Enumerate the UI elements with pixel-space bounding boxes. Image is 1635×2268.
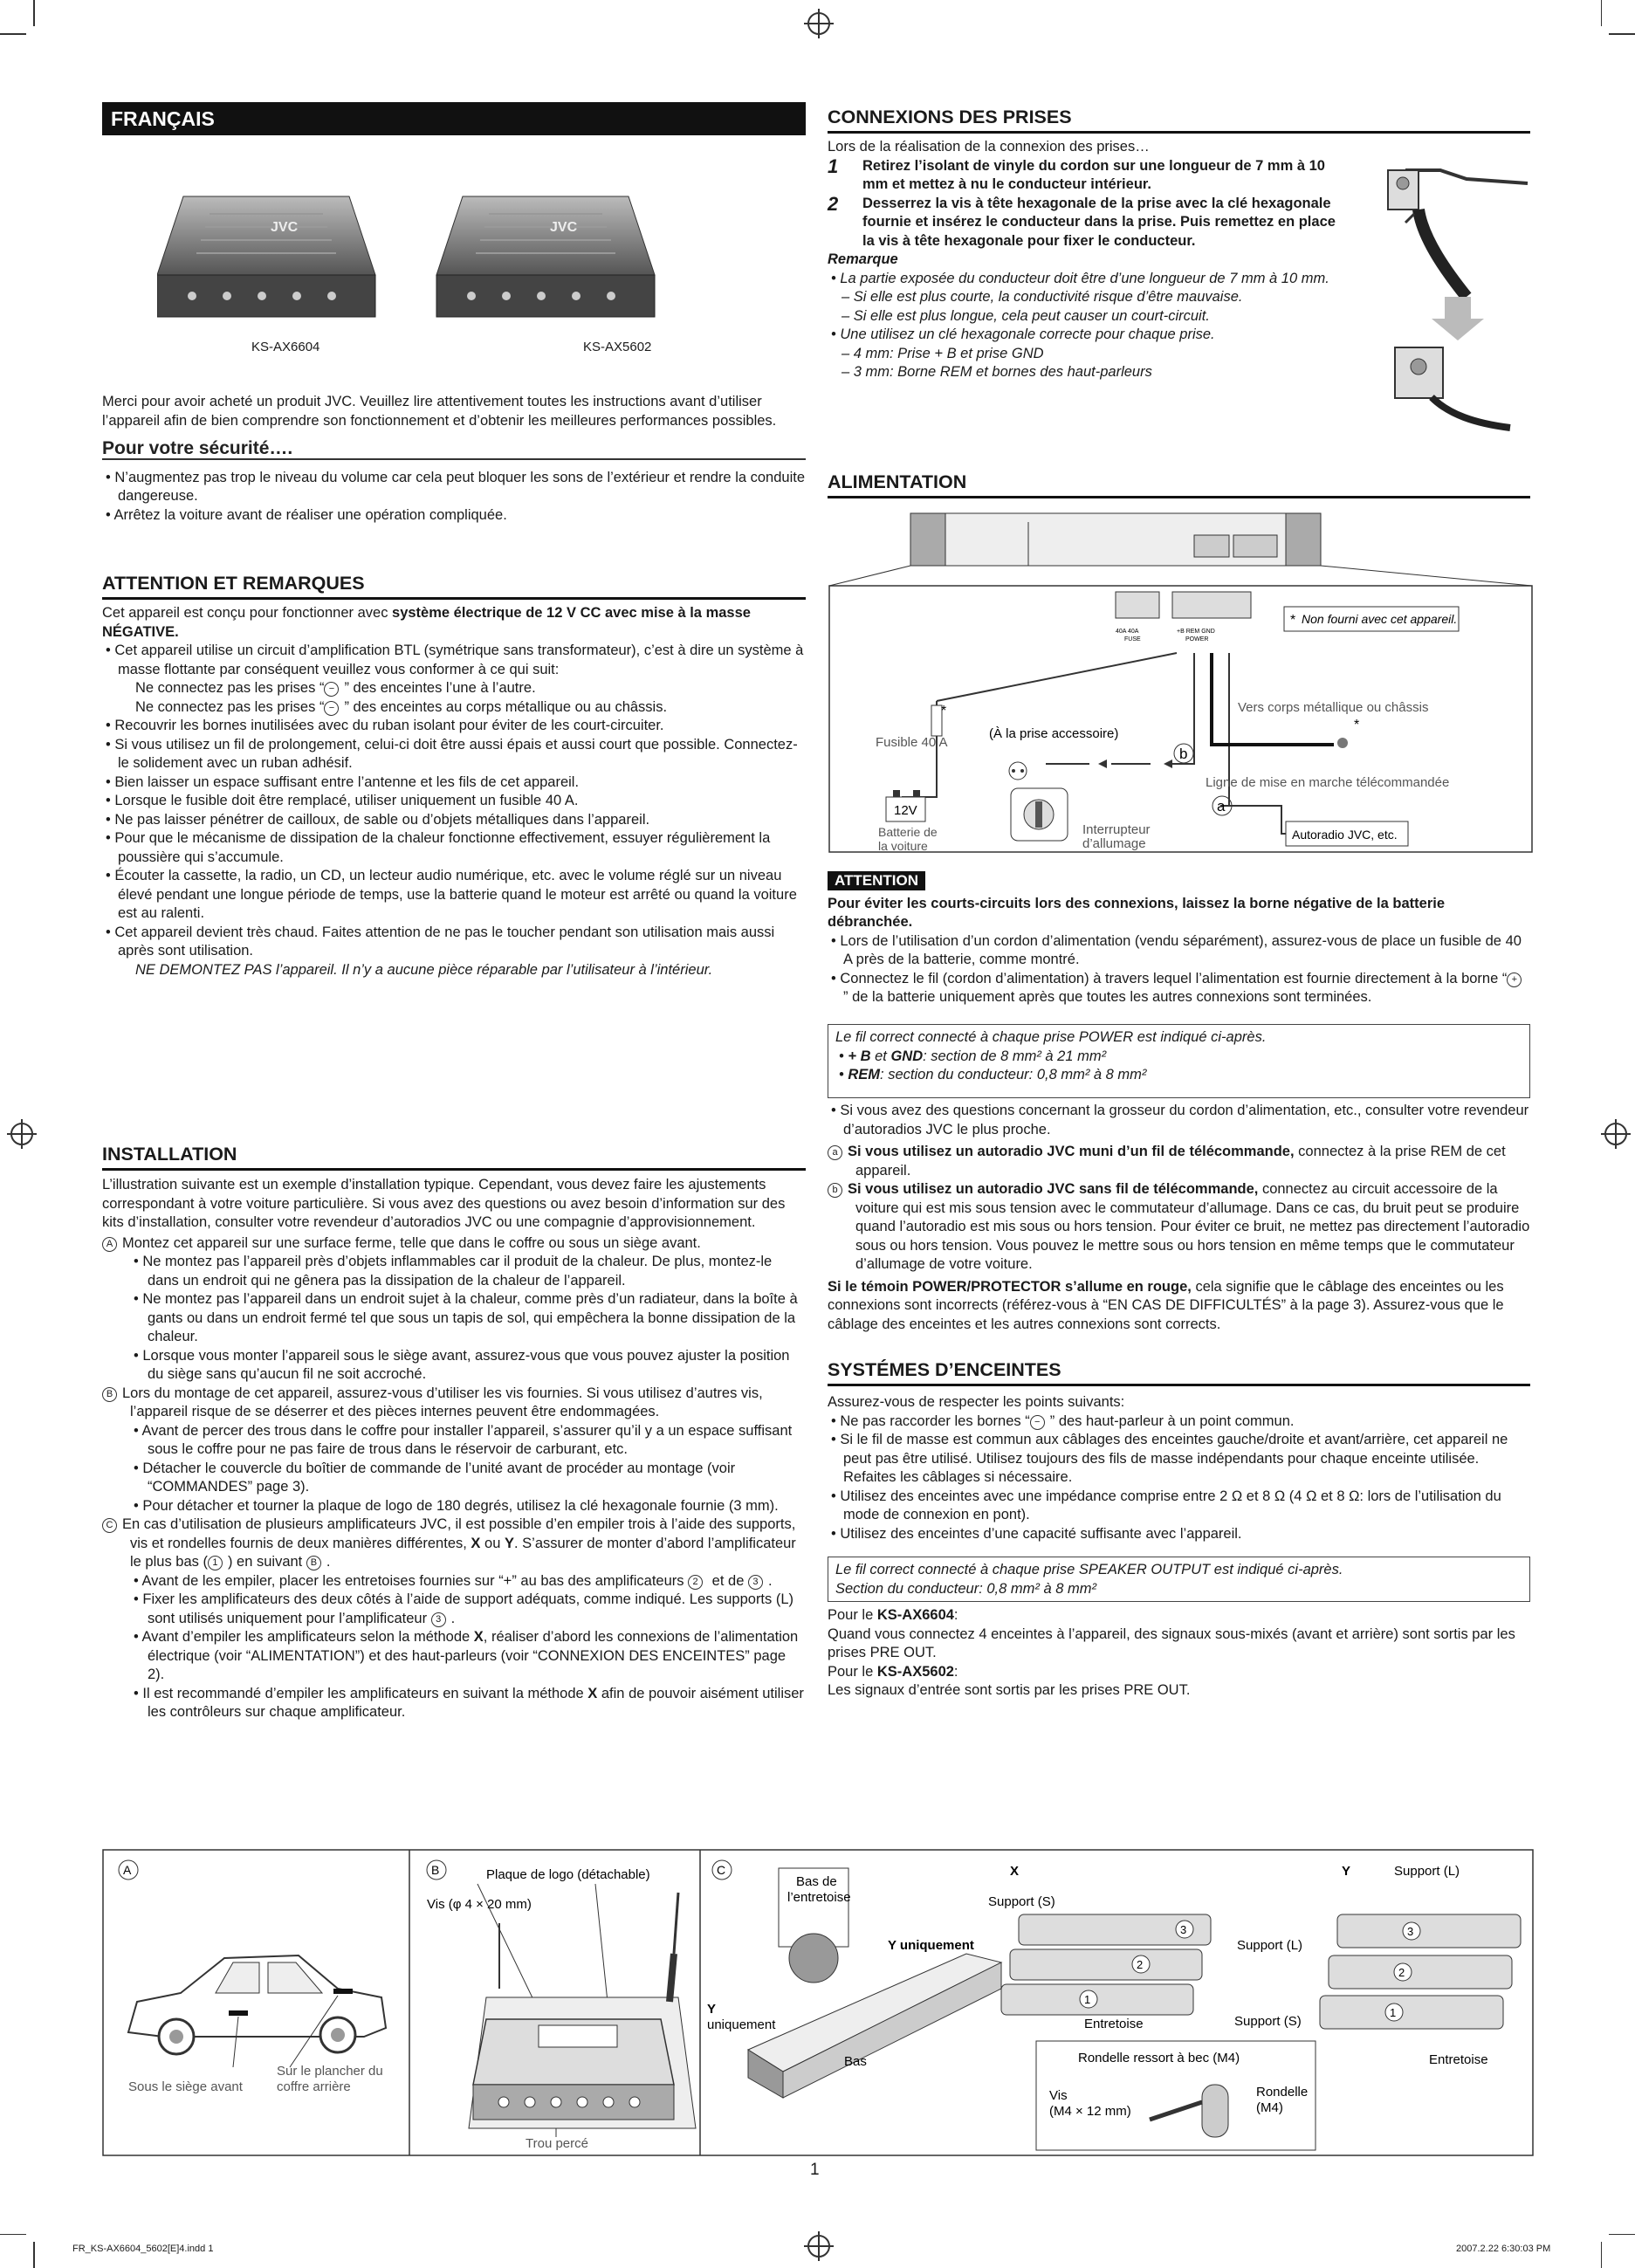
alimentation-notes: • Si vous avez des questions concernant la grosseur du cordon d’alimentation, etc., consulter votre revendeur d’autoradios JVC le plus proche. a Si vous utilisez un autoradio JVC muni d’un fil de télécommande, connectez à la prise REM de cet appareil. b Si vous utilisez un autoradio JVC sans fil de télécommande, connectez au circuit accessoire de la voiture qui est mis sous tension avec le commutateur d’allumage. Dans ce cas, du bruit peut se produire quand l’autoradio est mis sous ou hors tension. Pour éviter ce bruit, ne mettez pas directement l’autoradio sous ou hors tension. Vous pouvez le mettre sous ou hors tension en même temps que le commutateur d’allumage de votre voiture. Si le témoin POWER/PROTECTOR s’allume en rouge, cela signifie que le câblage des enceintes ou les connexions sont incorrects (référez-vous à “EN CAS DE DIFFICULTÉS” à la page 3). Assurez-vous que le câblage des enceintes et les autres connexions sont corrects. [828,1103,1530,1332]
svg-text:(M4 × 12 mm): (M4 × 12 mm) [1049,2104,1131,2119]
svg-text:A: A [123,1863,132,1877]
amplifier-ks-ax6604 [157,196,375,317]
svg-text:C: C [717,1863,726,1877]
crop-mark [33,0,35,26]
svg-text:la voiture: la voiture [878,839,928,853]
svg-text:b: b [1179,746,1188,762]
svg-text:l’entretoise: l’entretoise [787,1890,851,1905]
svg-text:1: 1 [1084,1993,1091,2006]
alimentation-title: ALIMENTATION [828,470,1530,498]
attention-item: • Pour que le mécanisme de dissipation de la chaleur fonctionne effectivement, essuyer régulièrement la poussière qui s’accumule. [106,830,771,865]
svg-text:Interrupteur: Interrupteur [1082,822,1151,837]
svg-text:X: X [1010,1864,1020,1879]
power-wire-spec-box: Le fil correct connecté à chaque prise POWER est indiqué ci-après. • + B et GND: section de 8 mm² à 21 mm² • REM: section du conducteur: 0,8 mm² à 8 mm² [828,1024,1530,1098]
svg-text:2: 2 [1398,1966,1405,1979]
svg-text:d’allumage: d’allumage [1082,836,1146,851]
svg-text:Support (L): Support (L) [1394,1864,1460,1879]
attention-title: ATTENTION ET REMARQUES [102,571,806,600]
svg-text:3: 3 [1180,1923,1187,1936]
minus-terminal-icon: − [324,682,339,697]
speaker-wire-spec-box: Le fil correct connecté à chaque prise SPEAKER OUTPUT est indiqué ci-après. Section du conducteur: 0,8 mm² à 8 mm² [828,1557,1530,1602]
connexions-section: Lors de la réalisation de la connexion des prises… 1 Retirez l’isolant de vinyle du cordon sur une longueur de 7 mm à 10 mm et mettez à nu le conducteur intérieur. 2 Desserrez la vis à tête hexagonale de la prise avec la clé hexagonale fournie et insérez le conducteur dans la prise. Puis remettez en place la vis à tête hexagonale pour fixer le conducteur. Remarque • La partie exposée du conducteur doit être d’une longueur de 7 mm à 10 mm. – Si elle est plus courte, la conductivité risque d’être mauvaise. – Si elle est plus longue, cela peut causer un court-circuit. • Une utilisez un clé hexagonale correcte pour chaque prise. – 4 mm: Prise + B et prise GND – 3 mm: Borne REM et bornes des haut-parleurs [828,139,1336,380]
svg-text:Y uniquement: Y uniquement [888,1938,974,1953]
installation-title: INSTALLATION [102,1142,806,1171]
footer-file: FR_KS-AX6604_5602[E]4.indd 1 [72,2244,214,2254]
svg-text:+B REM GND: +B REM GND [1177,629,1215,635]
svg-text:POWER: POWER [1185,636,1209,643]
svg-text:*: * [1290,613,1296,628]
svg-text:12V: 12V [894,803,917,818]
safety-title: Pour votre sécurité…. [102,438,293,458]
svg-text:B: B [431,1863,440,1877]
svg-text:Bas de: Bas de [796,1874,837,1889]
svg-text:coffre arrière: coffre arrière [277,2079,351,2094]
crop-mark [0,2234,26,2236]
attention-badge: ATTENTION [828,871,925,890]
crop-mark [33,2242,35,2268]
amplifier-ks-ax5602 [436,196,655,317]
svg-text:Plaque de logo (détachable): Plaque de logo (détachable) [486,1867,650,1882]
attention-item: • Ne pas laisser pénétrer de cailloux, de sable ou d’objets métalliques dans l’appareil. [106,811,650,828]
svg-text:JVC: JVC [271,220,299,235]
svg-text:2: 2 [1137,1958,1144,1971]
attention-item: • Écouter la cassette, la radio, un CD, un lecteur audio numérique, etc. avec le volume réglé sur un niveau élevé pendant une longue période de temps, use la batterie quand le moteur est arrêté ou quand la voiture est au ralenti. [106,868,797,921]
terminal-connection-illustration [1371,144,1536,432]
svg-text:Sur le plancher du: Sur le plancher du [277,2064,383,2079]
crop-mark [0,33,26,35]
svg-text:Y: Y [1342,1864,1351,1879]
registration-mark-icon [10,1123,33,1145]
svg-text:*: * [1354,718,1360,732]
svg-text:Vis: Vis [1049,2088,1068,2103]
svg-text:Bas: Bas [844,2054,867,2069]
crop-mark [1609,2234,1635,2236]
model-notes: Pour le KS-AX6604: Quand vous connectez 4 enceintes à l’appareil, des signaux sous-mixés (avant et arrière) sont sortis par les prises PRE OUT. Pour le KS-AX5602: Les signaux d’entrée sont sortis par les prises PRE OUT. [828,1607,1515,1698]
crop-mark [1609,33,1635,35]
page-number: 1 [810,2161,820,2179]
svg-text:FUSE: FUSE [1124,636,1141,643]
attention-item: • Recouvrir les bornes inutilisées avec du ruban isolant pour éviter de les court-circuiter. [106,718,664,733]
svg-text:Support (L): Support (L) [1237,1938,1303,1953]
alimentation-section: ATTENTION Pour éviter les courts-circuits lors des connexions, laissez la borne négative de la batterie débranchée. • Lors de l’utilisation d’un cordon d’alimentation (vendu séparément), assurez-vous de place un fusible de 40 A près de la batterie, comme montré. • Connectez le fil (cordon d’alimentation) à travers lequel l’alimentation est fournie directement à la borne “ +” de la batterie uniquement après que toutes les autres connexions sont terminées. [828,872,1522,1005]
svg-text:Y: Y [707,2002,717,2017]
svg-text:a: a [1217,798,1226,814]
svg-text:Entretoise: Entretoise [1084,2017,1144,2031]
footer-date: 2007.2.22 6:30:03 PM [1456,2244,1551,2254]
svg-text:Fusible 40 A: Fusible 40 A [876,735,948,750]
svg-text:Support (S): Support (S) [988,1894,1055,1909]
crop-mark [1601,2242,1603,2268]
svg-text:(À la prise accessoire): (À la prise accessoire) [989,726,1119,741]
model-label-1: KS-AX6604 [251,340,320,354]
registration-mark-icon [1604,1123,1627,1145]
svg-text:Sous le siège avant: Sous le siège avant [128,2079,243,2094]
svg-text:Non fourni avec cet appareil.: Non fourni avec cet appareil. [1302,612,1458,626]
svg-text:Rondelle: Rondelle [1256,2085,1309,2100]
connexions-title: CONNEXIONS DES PRISES [828,105,1530,134]
svg-text:*: * [941,704,947,718]
svg-text:Vers corps métallique ou châss: Vers corps métallique ou châssis [1238,700,1429,715]
safety-item: • Arrêtez la voiture avant de réaliser une opération compliquée. [106,506,507,523]
product-illustration [157,179,681,336]
svg-text:3: 3 [1407,1925,1414,1938]
registration-mark-icon [807,12,830,35]
attention-item: • Lorsque le fusible doit être remplacé, utiliser uniquement un fusible 40 A. [106,793,579,808]
crop-mark [1601,0,1603,26]
attention-item: • Si vous utilisez un fil de prolongement, celui-ci doit être aussi épais et aussi court que possible. Connectez-le solidement avec un ruban adhésif. [106,736,798,771]
svg-text:Batterie de: Batterie de [878,825,938,839]
systemes-section: Assurez-vous de respecter les points suivants: • Ne pas raccorder les bornes “ − ” des haut-parleur à un point commun. • Si le fil de masse est commun aux câblages des enceintes gauche/droite et avant/arrière, cet appareil ne peut pas être utilisé. Utilisez toujours des fils de masse indépendants pour chaque enceinte utilisée. Refaites les câblages si nécessaire. • Utilisez des enceintes avec une impédance comprise entre 2 Ω et 8 Ω (4 Ω et 8 Ω: lors de l’utilisation du mode de connexion en pont). • Utilisez des enceintes d’une capacité suffisante avec l’appareil. [828,1394,1508,1542]
svg-text:1: 1 [1390,2006,1397,2019]
safety-item: • N’augmentez pas trop le niveau du volume car cela peut bloquer les sons de l’extérieur et rendre la conduite dangereuse. [106,469,806,504]
registration-mark-icon [807,2235,830,2258]
attention-item: • Bien laisser un espace suffisant entre l’antenne et les fils de cet appareil. [106,773,580,790]
svg-text:Trou percé: Trou percé [526,2136,588,2151]
installation-section: L’illustration suivante est un exemple d’installation typique. Cependant, vous devez faire les ajustements correspondant à votre voiture particulière. Si vous avez des questions ou avez besoin d’information sur des kits d’installation, consulter votre revendeur d’autoradios JVC ou une compagnie d’approvisionnement. A Montez cet appareil sur une surface ferme, telle que dans le coffre ou sous un siège avant. • Ne montez pas l’appareil près d’objets inflammables car il produit de la chaleur. De plus, montez-le dans un endroit qui ne gênera pas la dissipation de la chaleur de l’appareil. • Ne montez pas l’appareil dans un endroit sujet à la chaleur, comme près d’un radiateur, dans la boîte à gants ou dans un endroit fermé tel que sous un tapis de sol, qui empêchera la bonne dissipation de la chaleur. • Lorsque vous monter l’appareil sous le siège avant, assurez-vous que vous pouvez ajuster la position du siège sans qu’aucun fil ne soit accroché. B Lors du montage de cet appareil, assurez-vous d’utiliser les vis fournies. Si vous utilisez d’autres vis, l’appareil risque de se déserrer et des pièces internes peuvent être endommagées. • Avant de percer des trous dans le coffre pour installer l’appareil, s’assurer qu’il y a un espace suffisant sous le coffre pour ne pas faire de trous dans le réservoir de carburant, etc. • Détacher le couvercle du boîtier de commande de l’unité avant de procéder au montage (voir “COMMANDES” page 3). • Pour détacher et tourner la plaque de logo de 180 degrés, utilisez la clé hexagonale fournie (3 mm). C En cas d’utilisation de plusieurs amplificateurs JVC, il est possible d’en empiler trois à l’aide des supports, vis et rondelles fournis de deux manières différentes, X ou Y. S’assurer de monter d’abord l’amplificateur le plus bas ( 1 ) en suivant B . • Avant de les empiler, placer les entretoises fournies sur “+” au bas des amplificateurs 2 et de 3 . • Fixer les amplificateurs des deux côtés à l’aide de support adéquats, comme indiqué. Les supports (L) sont utilisés uniquement pour l’amplificateur 3 . • Avant d’empiler les amplificateurs selon la méthode X, réaliser d’abord les connexions de l’alimentation électrique (voir “ALIMENTATION”) et des haut-parleurs (voir “CONNEXION DES ENCEINTES” page 2). • Il est recommandé d’empiler les amplificateurs en suivant la méthode X afin de pouvoir aisément utiliser les contrôleurs sur chaque amplificateur. [102,1177,804,1720]
svg-text:JVC: JVC [550,220,578,235]
plus-terminal-icon: + [1507,972,1522,987]
svg-text:40A 40A: 40A 40A [1116,629,1139,635]
svg-text:Entretoise: Entretoise [1429,2052,1488,2067]
attention-section: Cet appareil est conçu pour fonctionner avec système électrique de 12 V CC avec mise à la masse NÉGATIVE. • Cet appareil utilise un circuit d’amplification BTL (symétrique sans transformateur), c’est à dire un système à masse flottante par conséquent veuillez vous conformer à ce qui suit: Ne connectez pas les prises “ − ” des enceintes l’une à l’autre. Ne connectez pas les prises “ − ” des enceintes au corps métallique ou au châssis. • Recouvrir les bornes inutilisées avec du ruban isolant pour éviter de les court-circuiter. • Si vous utilisez un fil de prolongement, celui-ci doit être aussi épais et aussi court que possible. Connectez-le solidement avec un ruban adhésif. • Bien laisser un espace suffisant entre l’antenne et les fils de cet appareil. • Lorsque le fusible doit être remplacé, utiliser uniquement un fusible 40 A. • Ne pas laisser pénétrer de cailloux, de sable ou d’objets métalliques dans l’appareil. • Pour que le mécanisme de dissipation de la chaleur fonctionne effectivement, essuyer régulièrement la poussière qui s’accumule. • Écouter la cassette, la radio, un CD, un lecteur audio numérique, etc. avec le volume réglé sur un niveau élevé pendant une longue période de temps, use la batterie quand le moteur est arrêté ou quand la voiture est au ralenti. • Cet appareil devient très chaud. Faites attention de ne pas le toucher pendant son utilisation mais aussi après sont utilisation. NE DEMONTEZ PAS l’appareil. Il n’y a aucune pièce réparable par l’utilisateur à l’intérieur. [102,604,806,979]
attention-item: • Cet appareil devient très chaud. Faites attention de ne pas le toucher pendant son utilisation mais aussi après sont utilisation. [106,924,775,959]
svg-text:Support (S): Support (S) [1234,2014,1302,2029]
systemes-title: SYSTÉMES D’ENCEINTES [828,1357,1530,1386]
model-label-2: KS-AX5602 [583,340,652,354]
installation-figure [102,1849,1534,2156]
intro-text: Merci pour avoir acheté un produit JVC. Veuillez lire attentivement toutes les instructions avant d’utiliser l’appareil afin de bien comprendre son fonctionnement et d’obtenir les meilleures performances possibles. [102,394,777,429]
svg-text:(M4): (M4) [1256,2100,1283,2115]
attention-note: NE DEMONTEZ PAS l’appareil. Il n’y a aucune pièce réparable par l’utilisateur à l’intérieur. [135,961,713,978]
svg-text:Autoradio JVC, etc.: Autoradio JVC, etc. [1292,828,1398,842]
minus-terminal-icon: − [324,701,339,716]
svg-text:Vis (φ 4 × 20 mm): Vis (φ 4 × 20 mm) [427,1897,532,1912]
svg-text:uniquement: uniquement [707,2017,776,2032]
svg-text:Rondelle ressort à bec (M4): Rondelle ressort à bec (M4) [1078,2051,1240,2065]
language-header: FRANÇAIS [102,102,806,135]
minus-terminal-icon: − [1030,1415,1045,1430]
power-wiring-diagram [828,509,1535,858]
svg-text:Ligne de mise en marche téléco: Ligne de mise en marche télécommandée [1206,775,1450,790]
